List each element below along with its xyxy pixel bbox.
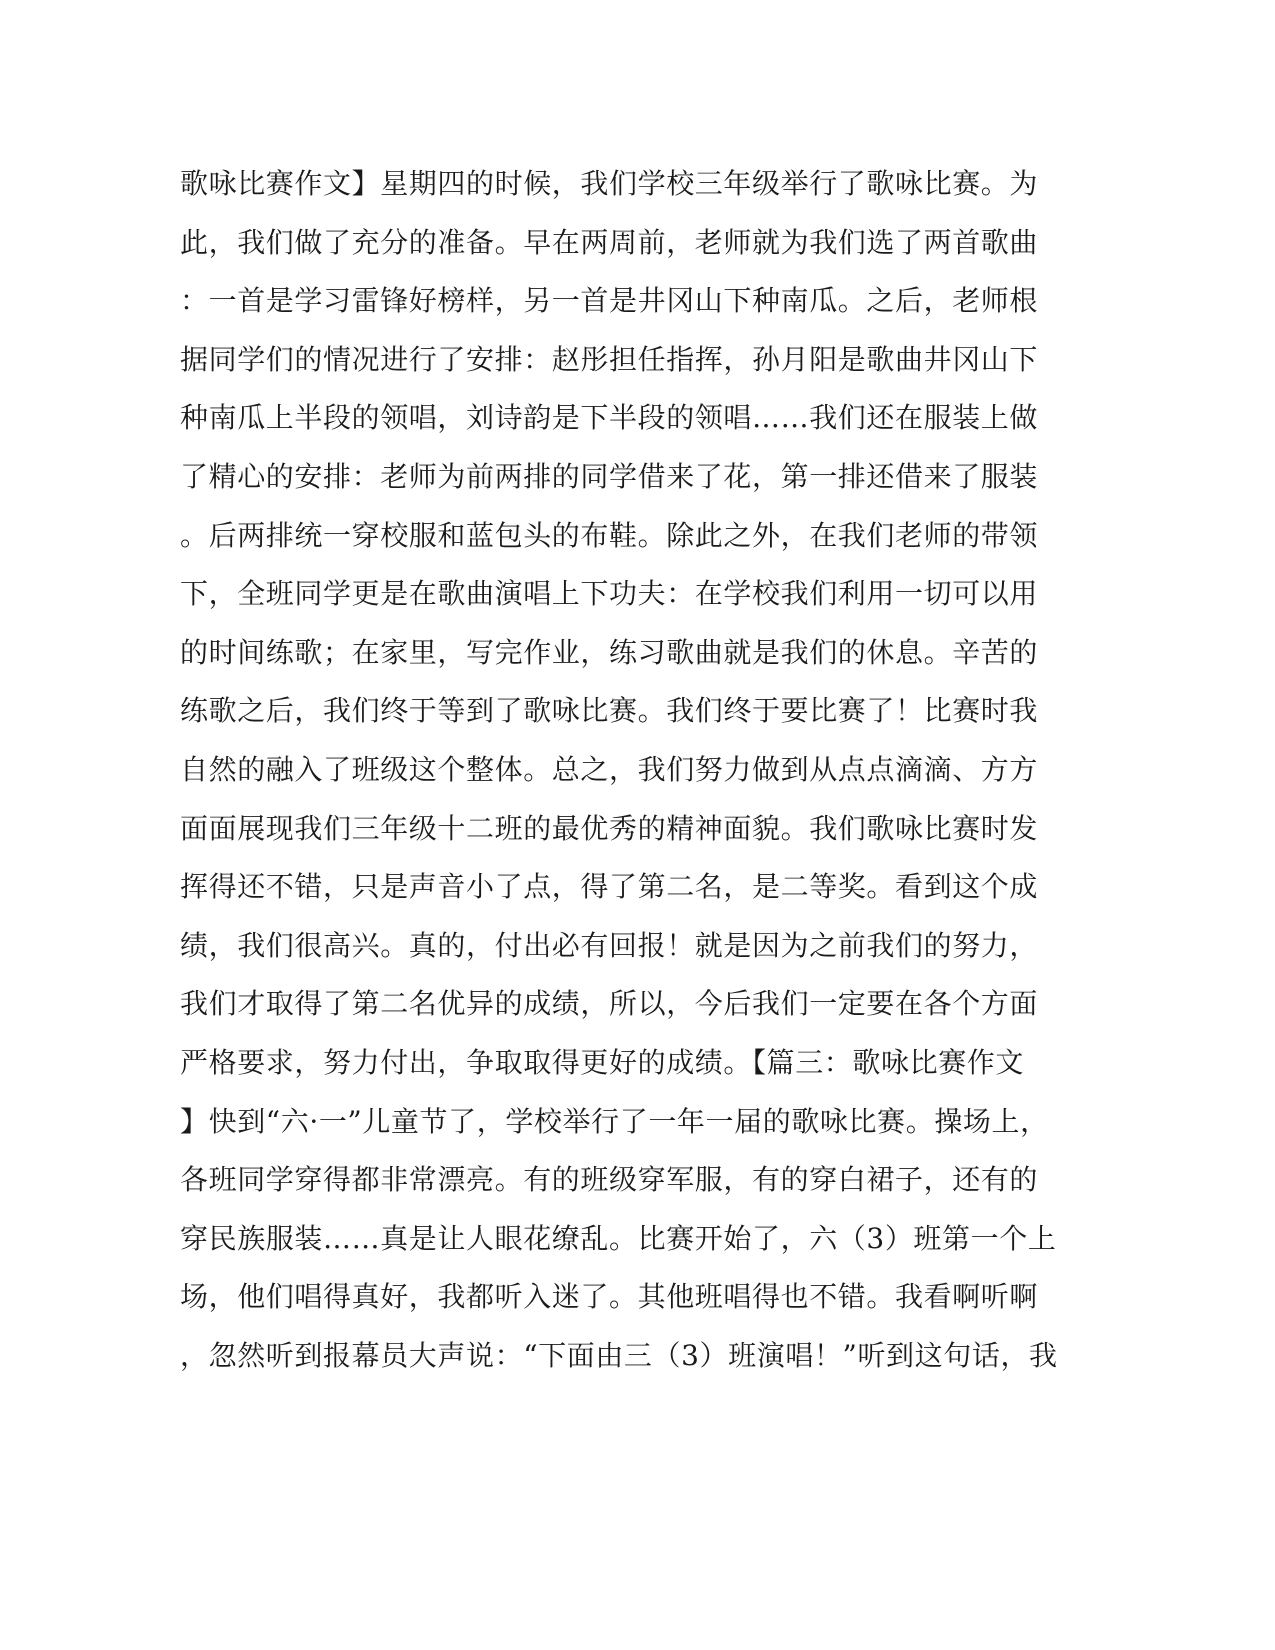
text-line: 据同学们的情况进行了安排：赵彤担任指挥，孙月阳是歌曲井冈山下: [180, 342, 1039, 376]
text-line: 的时间练歌；在家里，写完作业，练习歌曲就是我们的休息。辛苦的: [180, 635, 1039, 669]
text-line: ：一首是学习雷锋好榜样，另一首是井冈山下种南瓜。之后，老师根: [180, 284, 1039, 318]
text-line: 挥得还不错，只是声音小了点，得了第二名，是二等奖。看到这个成: [180, 870, 1039, 904]
text-line: 各班同学穿得都非常漂亮。有的班级穿军服，有的穿白裙子，还有的: [180, 1163, 1039, 1197]
text-line: 】快到“六·一”儿童节了，学校举行了一年一届的歌咏比赛。操场上，: [180, 1104, 1049, 1138]
text-line: 了精心的安排：老师为前两排的同学借来了花，第一排还借来了服装: [180, 459, 1039, 493]
text-line: 种南瓜上半段的领唱，刘诗韵是下半段的领唱……我们还在服装上做: [180, 401, 1039, 435]
text-line: 绩，我们很高兴。真的，付出必有回报！就是因为之前我们的努力，: [180, 928, 1039, 962]
essay-body: [180, 155, 1058, 1385]
text-line: 。后两排统一穿校服和蓝包头的布鞋。除此之外，在我们老师的带领: [180, 518, 1039, 552]
text-line: 场，他们唱得真好，我都听入迷了。其他班唱得也不错。我看啊听啊: [180, 1280, 1039, 1314]
text-line: 下，全班同学更是在歌曲演唱上下功夫：在学校我们利用一切可以用: [180, 577, 1039, 611]
text-line: 歌咏比赛作文】星期四的时候，我们学校三年级举行了歌咏比赛。为: [180, 167, 1039, 200]
text-line: 我们才取得了第二名优异的成绩，所以，今后我们一定要在各个方面: [180, 987, 1039, 1021]
text-line: 自然的融入了班级这个整体。总之，我们努力做到从点点滴滴、方方: [180, 752, 1039, 786]
text-line: ，忽然听到报幕员大声说：“下面由三（3）班演唱！”听到这句话，我: [180, 1338, 1058, 1372]
text-line: 面面展现我们三年级十二班的最优秀的精神面貌。我们歌咏比赛时发: [180, 811, 1039, 845]
text-line: 穿民族服装……真是让人眼花缭乱。比赛开始了，六（3）班第一个上: [180, 1221, 1057, 1255]
text-line: 此，我们做了充分的准备。早在两周前，老师就为我们选了两首歌曲: [180, 225, 1039, 259]
text-line: 严格要求，努力付出，争取取得更好的成绩。【篇三：歌咏比赛作文: [180, 1045, 1025, 1079]
text-line: 练歌之后，我们终于等到了歌咏比赛。我们终于要比赛了！比赛时我: [180, 694, 1039, 728]
